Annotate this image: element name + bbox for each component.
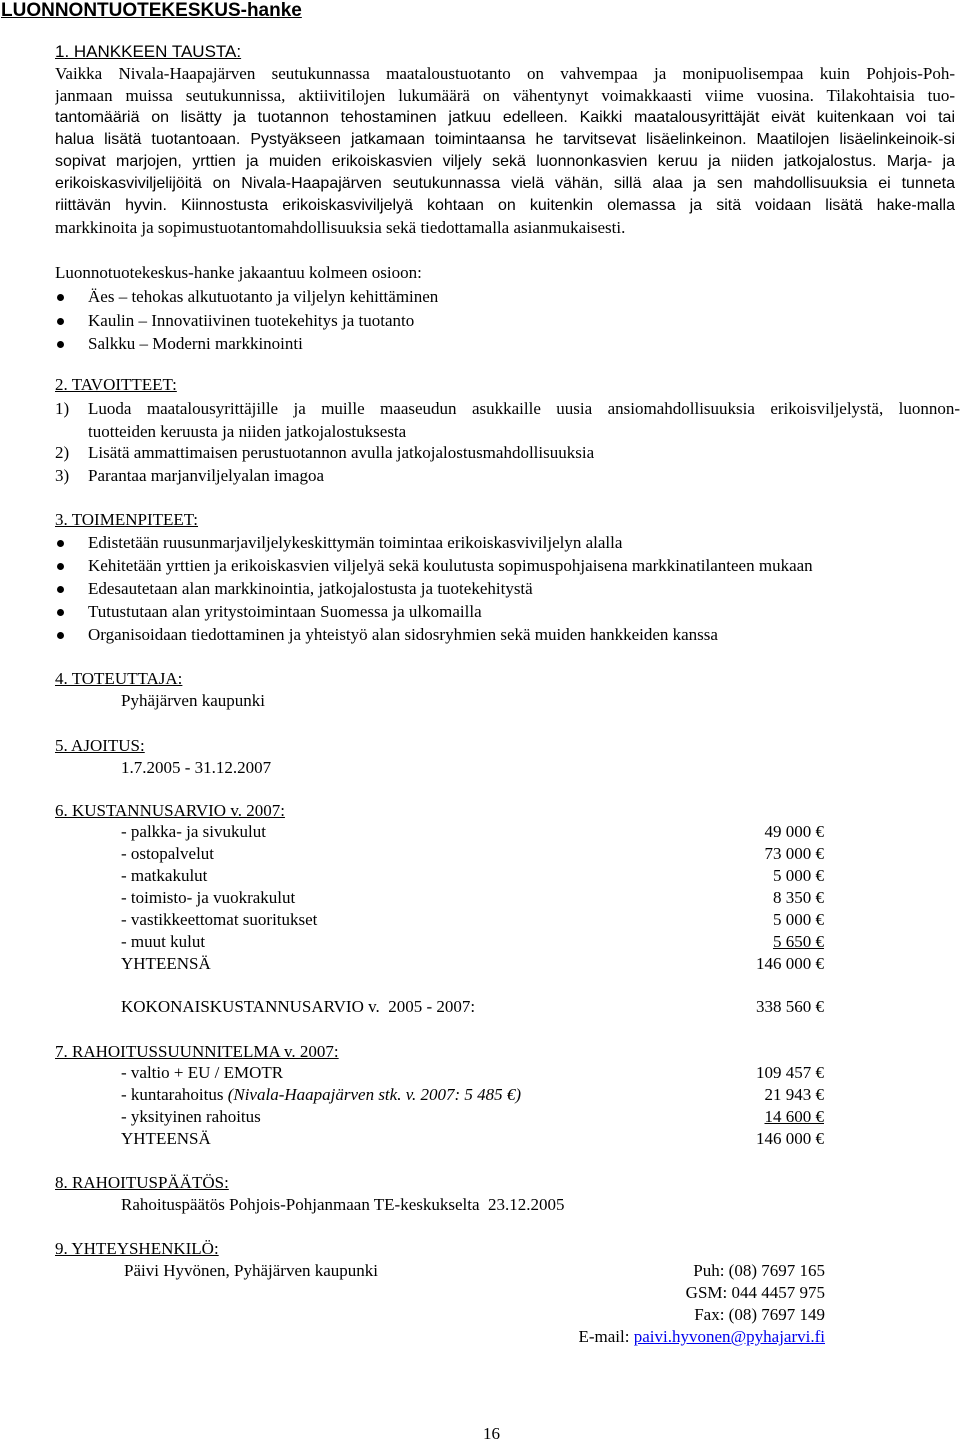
funding-amount: 21 943 € — [764, 1085, 824, 1104]
paragraph-line: Vaikka Nivala-Haapajärven seutukunnassa maataloustuotanto on vahvempaa ja monipuolisempaa kuin Pohjois-Poh- — [55, 64, 955, 83]
section-4-heading: 4. TOTEUTTAJA: — [55, 669, 183, 688]
bullet-icon — [57, 586, 64, 593]
cost-amount: 5 000 € — [773, 910, 824, 929]
section-7-heading: 7. RAHOITUSSUUNNITELMA v. 2007: — [55, 1042, 339, 1061]
cost-label: - palkka- ja sivukulut — [121, 822, 266, 841]
cost-label: - muut kulut — [121, 932, 206, 951]
paragraph-line: riittävän hyvin. Kiinnostusta erikoiskasviviljelyä kohtaan on kuitenkin olemassa ja sitä voidaan lisätä hake-malla — [55, 197, 955, 214]
contact-email-row: E-mail: paivi.hyvonen@pyhajarvi.fi — [578, 1327, 825, 1346]
section-5-heading: 5. AJOITUS: — [55, 736, 145, 755]
paragraph-line: markkinoita ja sopimustuotantomahdollisuuksia sekä tiedottamalla asianmukaisesti. — [55, 218, 626, 237]
section-9-heading: 9. YHTEYSHENKILÖ: — [55, 1239, 219, 1258]
cost-total-label: YHTEENSÄ — [121, 954, 211, 973]
contact-phone: Puh: (08) 7697 165 — [693, 1261, 825, 1280]
section-8-heading: 8. RAHOITUSPÄÄTÖS: — [55, 1173, 229, 1192]
cost-label: - matkakulut — [121, 866, 208, 885]
document-title: LUONNONTUOTEKESKUS-hanke — [1, 0, 302, 21]
cost-label: - ostopalvelut — [121, 844, 215, 863]
section-2-heading: 2. TAVOITTEET: — [55, 375, 177, 394]
contact-gsm: GSM: 044 4457 975 — [685, 1283, 825, 1302]
cost-amount: 5 000 € — [773, 866, 824, 885]
cost-amount: 5 650 € — [773, 932, 824, 951]
contact-fax: Fax: (08) 7697 149 — [694, 1305, 825, 1324]
paragraph-line: sopivat marjojen, yrttien ja muiden erikoiskasvien viljely sekä luonnonkasvien keruu ja niiden jatkojalostus. Marja- ja — [55, 153, 955, 170]
funding-decision: Rahoituspäätös Pohjois-Pohjanmaan TE-keskukselta 23.12.2005 — [121, 1195, 565, 1214]
bullet-icon — [57, 609, 64, 616]
funding-label: - valtio + EU / EMOTR — [121, 1063, 284, 1082]
contact-name: Päivi Hyvönen, Pyhäjärven kaupunki — [124, 1261, 379, 1280]
cost-label: - vastikkeettomat suoritukset — [121, 910, 318, 929]
section-3-heading: 3. TOIMENPITEET: — [55, 510, 199, 529]
page-number: 16 — [483, 1424, 500, 1443]
funding-total-amount: 146 000 € — [756, 1129, 824, 1148]
bullet-icon — [57, 632, 64, 639]
funding-amount: 109 457 € — [756, 1063, 824, 1082]
bullet-icon — [57, 563, 64, 570]
funding-total-label: YHTEENSÄ — [121, 1129, 211, 1148]
implementer: Pyhäjärven kaupunki — [121, 691, 265, 710]
bullet-icon — [57, 341, 64, 348]
overall-cost-label: KOKONAISKUSTANNUSARVIO v. 2005 - 2007: — [121, 997, 476, 1016]
overall-cost-amount: 338 560 € — [756, 997, 824, 1016]
section-1-heading: 1. HANKKEEN TAUSTA: — [55, 42, 242, 61]
funding-label: - yksityinen rahoitus — [121, 1107, 261, 1126]
funding-amount: 14 600 € — [764, 1107, 824, 1126]
email-link[interactable]: paivi.hyvonen@pyhajarvi.fi — [633, 1327, 825, 1346]
bullet-icon — [57, 294, 64, 301]
bullet-icon — [57, 318, 64, 325]
paragraph-line: halua lisätä tuotantoaan. Pystyäkseen jatkamaan toimintaansa he tarvitsevat lisäelinkeinon. Maatilojen lisäelinkeinoik-si — [55, 131, 955, 148]
schedule: 1.7.2005 - 31.12.2007 — [121, 758, 272, 777]
paragraph-line: tantomääriä on lisätty ja tuotannon tehostaminen jatkuu edelleen. Kaikki maatalousyrittäjät eivät kuitenkaan voi tai — [55, 109, 955, 126]
cost-amount: 49 000 € — [764, 822, 824, 841]
paragraph-line: erikoiskasviviljelijöitä on Nivala-Haapajärven seutukunnassa vielä vähän, sillä alaa ja sen mahdollisuuksia ei tunneta — [55, 175, 955, 192]
funding-note: (Nivala-Haapajärven stk. v. 2007: 5 485 €) — [227, 1085, 522, 1104]
bullet-icon — [57, 540, 64, 547]
cost-amount: 8 350 € — [773, 888, 824, 907]
cost-label: - toimisto- ja vuokrakulut — [121, 888, 296, 907]
document-page: LUONNONTUOTEKESKUS-hanke 1. HANKKEEN TAUSTA: Vaikka Nivala-Haapajärven seutukunnassa maataloustuotanto on vahvempaa ja monipuolisempaa kuin Pohjois-Poh- janmaan muissa seutukunnissa, aktiivitilojen lukumäärä on vähentynyt voimakkaasti viime vuosina. Tilakohtaisia tuo- tantomääriä on lisätty ja tuotannon tehostaminen jatkuu edelleen. Kaikki maatalousyrittäjät eivät kuitenkaan voi tai halua lisätä tuotantoaan. Pystyäkseen jatkamaan toimintaansa he tarvitsevat lisäelinkeinon. Maatilojen lisäelinkeinoik-si sopivat marjojen, yrttien ja muiden erikoiskasvien viljely sekä luonnonkasvien keruu ja niiden jatkojalostus. Marja- ja erikoiskasviviljelijöitä on Nivala-Haapajärven seutukunnassa vielä vähän, sillä alaa ja sen mahdollisuuksia ei tunneta riittävän hyvin. Kiinnostusta erikoiskasviviljelyä kohtaan on kuitenkin olemassa ja sitä voidaan lisätä hake-malla markkinoita ja sopimustuotantomahdollisuuksia sekä tiedottamalla asianmukaisesti. Luonnotuotekeskus-hanke jakaantuu kolmeen osioon: Äes – tehokas alkutuotanto ja viljelyn kehittäminen Kaulin – Innovatiivinen tuotekehitys ja tuotanto Salkku – Moderni markkinointi 2. TAVOITTEET: 1) Luoda maatalousyrittäjille ja muille maaseudun asukkaille uusia ansiomahdollisuuksia erikoisviljelystä, luonnon- tuotteiden keruusta ja niiden jatkojalostuksesta 2) Lisätä ammattimaisen perustuotannon avulla jatkojalostusmahdollisuuksia 3) Parantaa marjanviljelyalan imagoa 3. TOIMENPITEET: Edistetään ruusunmarjaviljelykeskittymän toimintaa erikoiskasviviljelyn alalla Kehitetään yrttien ja erikoiskasvien viljelyä sekä koulutusta sopimuspohjaisena markkinatilanteen mukaan Edesautetaan alan markkinointia, jatkojalostusta ja tuotekehitystä Tutustutaan alan yritystoimintaan Suomessa ja ulkomailla Organisoidaan tiedottaminen ja yhteistyö alan sidosryhmien sekä muiden hankkeiden kanssa 4. TOTEUTTAJA: Pyhäjärven kaupunki 5. AJOITUS: 1.7.2005 - 31.12.2007 6. KUSTANNUSARVIO v. 2007: - palkka- ja sivukulut 49 000 € - ostopalvelut 73 000 € - matkakulut 5 000 € - toimisto- ja vuokrakulut 8 350 € - vastikkeettomat suoritukset 5 000 € - muut kulut 5 650 € YHTEENSÄ 146 000 € KOKONAISKUSTANNUSARVIO v. 2005 - 2007: 338 560 € 7. RAHOITUSSUUNNITELMA v. 2007: - valtio + EU / EMOTR 109 457 € - kuntarahoitus (Nivala-Haapajärven stk. v. 2007: 5 485 €) 21 943 € - yksityinen rahoitus 14 600 € YHTEENSÄ 146 000 € 8. RAHOITUSPÄÄTÖS: Rahoituspäätös Pohjois-Pohjanmaan TE-keskukselta 23.12.2005 9. YHTEYSHENKILÖ: Päivi Hyvönen, Pyhäjärven kaupunki Puh: (08) 7697 165 GSM: 044 4457 975 Fax: (08) 7697 149 E-mail: paivi.hyvonen@pyhajarvi.fi 16 — [1, 0, 960, 1443]
cost-total-amount: 146 000 € — [756, 954, 824, 973]
cost-amount: 73 000 € — [764, 844, 824, 863]
section-1-paragraph — [55, 63, 955, 239]
section-6-heading: 6. KUSTANNUSARVIO v. 2007: — [55, 801, 285, 820]
parts-intro: Luonnotuotekeskus-hanke jakaantuu kolmeen osioon: — [55, 263, 422, 282]
paragraph-line: janmaan muissa seutukunnissa, aktiivitilojen lukumäärä on vähentynyt voimakkaasti viime vuosina. Tilakohtaisia tuo- — [55, 86, 955, 105]
funding-label: - kuntarahoitus (Nivala-Haapajärven stk. v. 2007: 5 485 €) — [121, 1085, 522, 1104]
